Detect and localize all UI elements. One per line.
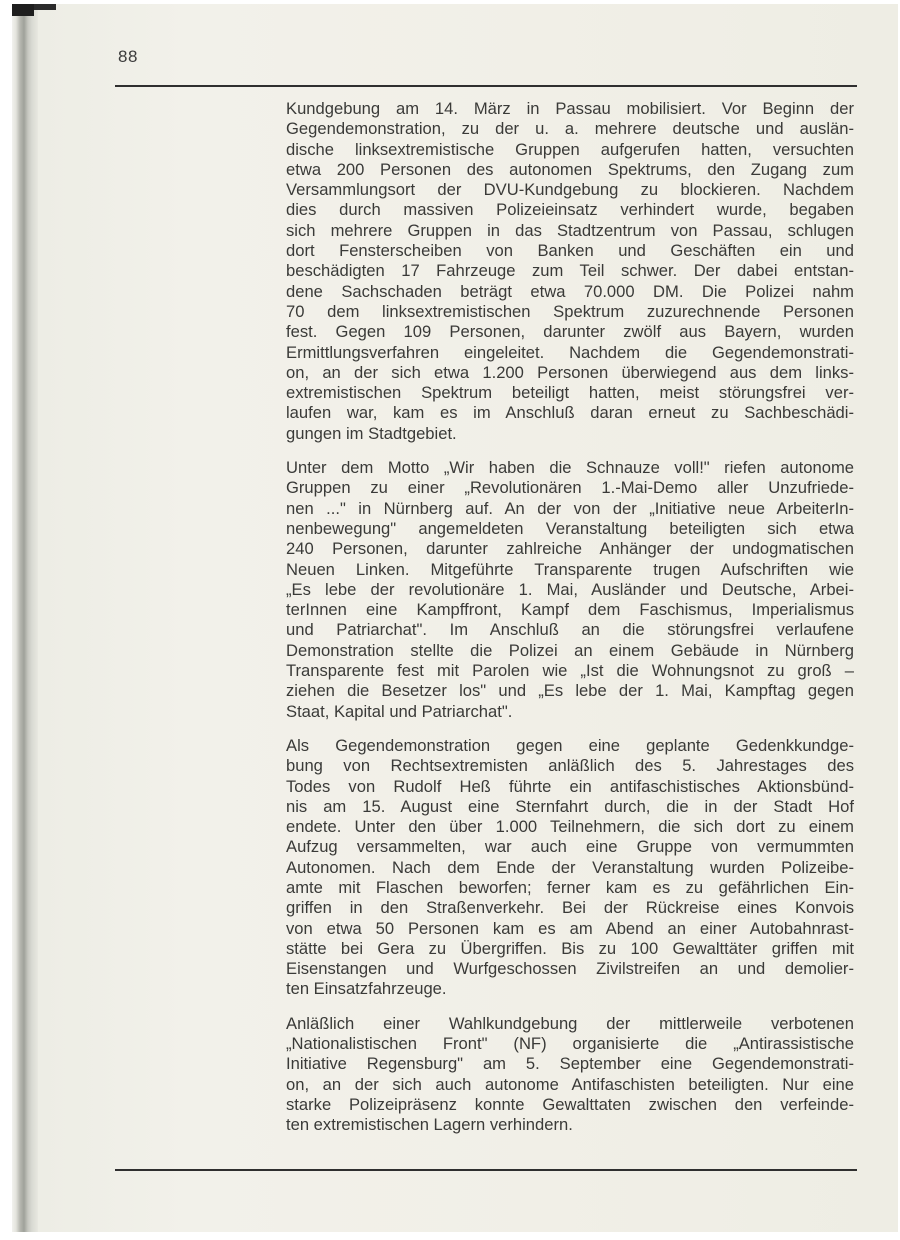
text-line: amte mit Flaschen beworfen; ferner kam es zu gefährlichen Ein- <box>286 877 854 897</box>
text-line: Transparente fest mit Parolen wie „Ist die Wohnungsnot zu groß – <box>286 661 854 681</box>
text-line: „Es lebe der revolutionäre 1. Mai, Ausländer und Deutsche, Arbei- <box>286 579 854 599</box>
text-line: Ermittlungsverfahren eingeleitet. Nachdem die Gegendemonstrati- <box>286 342 854 362</box>
text-line: Versammlungsort der DVU-Kundgebung zu blockieren. Nachdem <box>286 180 854 200</box>
text-line: Anläßlich einer Wahlkundgebung der mittlerweile verbotenen <box>286 1013 854 1033</box>
text-line: terInnen eine Kampffront, Kampf dem Faschismus, Imperialismus <box>286 600 854 620</box>
text-line: ten Einsatzfahrzeuge. <box>286 979 447 999</box>
text-line: von etwa 50 Personen kam es am Abend an einer Autobahnrast- <box>286 918 854 938</box>
text-line: Als Gegendemonstration gegen eine geplante Gedenkkundge- <box>286 735 854 755</box>
text-line: Aufzug versammelten, war auch eine Gruppe von vermummten <box>286 837 854 857</box>
text-line: ten extremistischen Lagern verhindern. <box>286 1115 573 1135</box>
text-line: stätte bei Gera zu Übergriffen. Bis zu 100 Gewalttäter griffen mit <box>286 938 854 958</box>
text-line: laufen war, kam es im Anschluß daran erneut zu Sachbeschädi- <box>286 403 854 423</box>
text-line: Kundgebung am 14. März in Passau mobilisiert. Vor Beginn der <box>286 99 854 118</box>
scan-shadow <box>12 4 34 16</box>
text-line: Gruppen zu einer „Revolutionären 1.-Mai-Demo aller Unzufriede- <box>286 478 854 498</box>
text-line: 70 dem linksextremistischen Spektrum zuzurechnende Personen <box>286 301 854 321</box>
text-line: nen ..." in Nürnberg auf. An der von der „Initiative neue ArbeiterIn- <box>286 498 854 518</box>
paragraph-4 <box>286 1014 854 1136</box>
text-line: ziehen die Besetzer los" und „Es lebe der 1. Mai, Kampftag gegen <box>286 681 854 701</box>
text-line: Autonomen. Nach dem Ende der Veranstaltung wurden Polizeibe- <box>286 857 854 877</box>
text-line: Todes von Rudolf Heß führte ein antifaschistisches Aktionsbünd- <box>286 776 854 796</box>
text-line: endete. Unter den über 1.000 Teilnehmern, die sich dort zu einem <box>286 817 854 837</box>
text-line: gungen im Stadtgebiet. <box>286 423 457 443</box>
text-line: dene Sachschaden beträgt etwa 70.000 DM. Die Polizei nahm <box>286 281 854 301</box>
text-line: nis am 15. August eine Sternfahrt durch, die in der Stadt Hof <box>286 796 854 816</box>
header-rule <box>115 85 857 87</box>
text-line: fest. Gegen 109 Personen, darunter zwölf aus Bayern, wurden <box>286 322 854 342</box>
scan-shadow-inner <box>34 4 56 10</box>
book-binding-edge <box>12 4 38 1232</box>
text-line: dische linksextremistische Gruppen aufgerufen hatten, versuchten <box>286 139 854 159</box>
text-line: on, an der sich auch autonome Antifaschisten beteiligten. Nur eine <box>286 1074 854 1094</box>
page-number: 88 <box>118 47 138 66</box>
text-line: Gegendemonstration, zu der u. a. mehrere deutsche und auslän- <box>286 119 854 139</box>
text-line: Eisenstangen und Wurfgeschossen Zivilstreifen an und demolier- <box>286 959 854 979</box>
text-line: bung von Rechtsextremisten anläßlich des 5. Jahrestages des <box>286 756 854 776</box>
text-line: Initiative Regensburg" am 5. September eine Gegendemonstrati- <box>286 1054 854 1074</box>
text-line: „Nationalistischen Front" (NF) organisierte die „Antirassistische <box>286 1034 854 1054</box>
footer-rule <box>115 1169 857 1171</box>
text-line: und Patriarchat". Im Anschluß an die störungsfrei verlaufene <box>286 620 854 640</box>
paragraph-1 <box>286 99 854 444</box>
text-line: nenbewegung" angemeldeten Veranstaltung beteiligten sich etwa <box>286 518 854 538</box>
text-line: Demonstration stellte die Polizei an einem Gebäude in Nürnberg <box>286 640 854 660</box>
text-line: dort Fensterscheiben von Banken und Geschäften ein und <box>286 241 854 261</box>
paragraph-3 <box>286 736 854 1000</box>
text-line: beschädigten 17 Fahrzeuge zum Teil schwer. Der dabei entstan- <box>286 261 854 281</box>
text-line: on, an der sich etwa 1.200 Personen überwiegend aus dem links- <box>286 362 854 382</box>
text-line: Neuen Linken. Mitgeführte Transparente trugen Aufschriften wie <box>286 559 854 579</box>
text-line: dies durch massiven Polizeieinsatz verhindert wurde, begaben <box>286 200 854 220</box>
text-line: extremistischen Spektrum beteiligt hatten, meist störungsfrei ver- <box>286 383 854 403</box>
text-line: griffen in den Straßenverkehr. Bei der Rückreise eines Konvois <box>286 898 854 918</box>
text-line: Staat, Kapital und Patriarchat". <box>286 701 513 721</box>
body-text <box>286 99 854 1150</box>
text-line: Unter dem Motto „Wir haben die Schnauze voll!" riefen autonome <box>286 458 854 478</box>
text-line: 240 Personen, darunter zahlreiche Anhänger der undogmatischen <box>286 539 854 559</box>
paragraph-2 <box>286 458 854 722</box>
text-line: etwa 200 Personen des autonomen Spektrums, den Zugang zum <box>286 159 854 179</box>
text-line: starke Polizeipräsenz konnte Gewalttaten zwischen den verfeinde- <box>286 1094 854 1114</box>
text-line: sich mehrere Gruppen in das Stadtzentrum von Passau, schlugen <box>286 220 854 240</box>
